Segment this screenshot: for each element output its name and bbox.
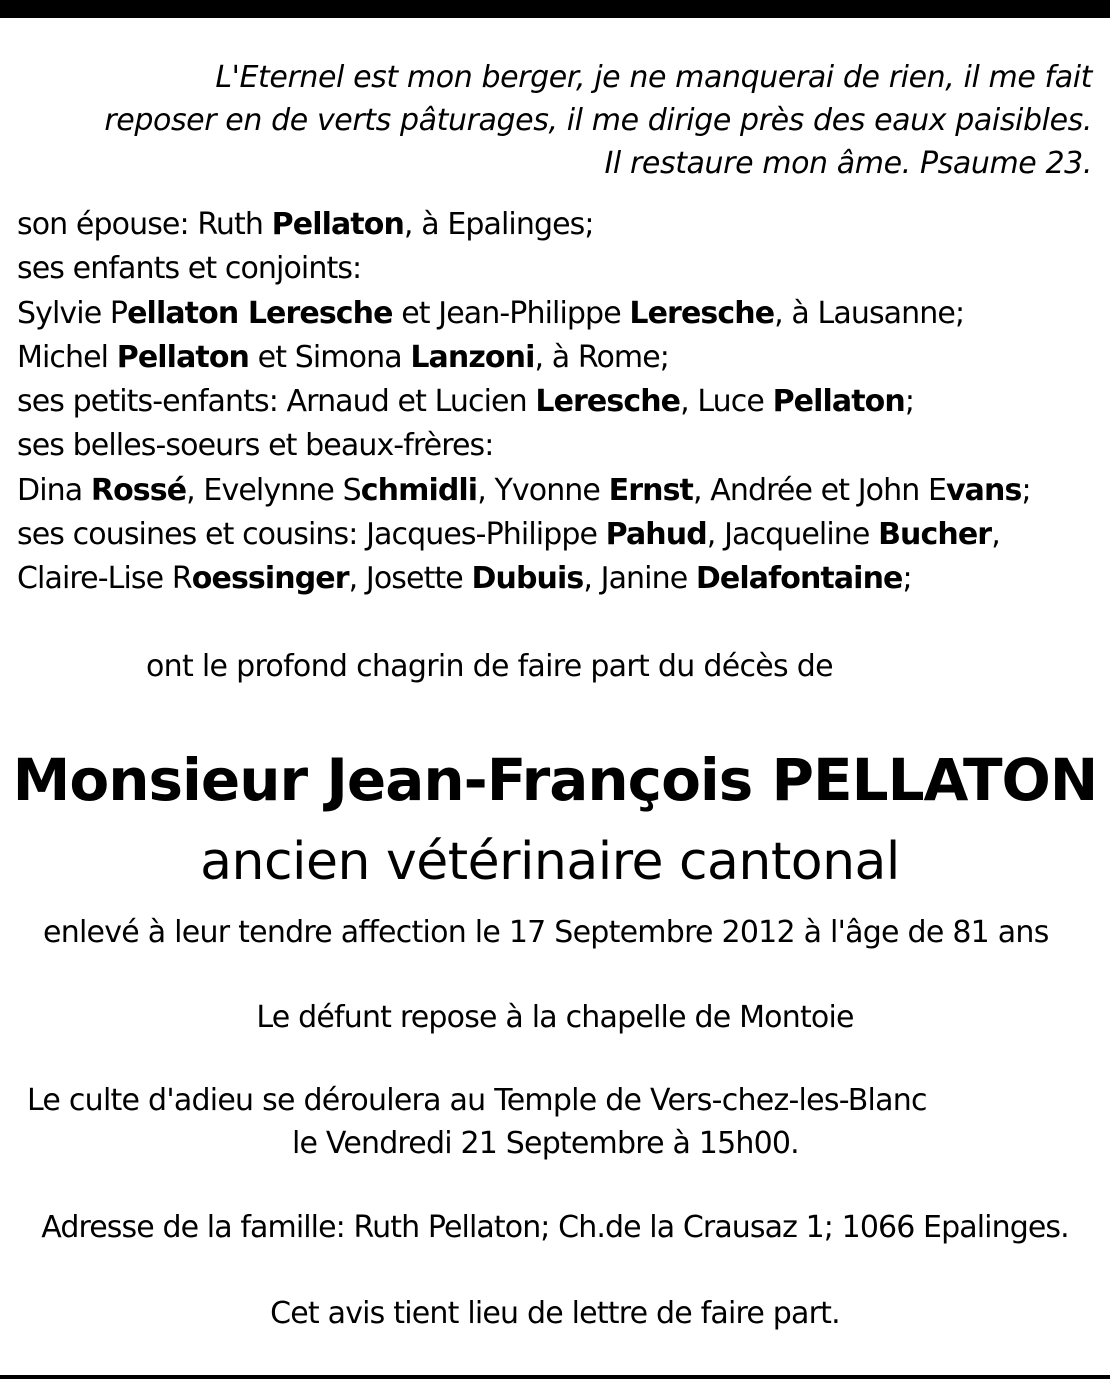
verse-line-3: Il restaure mon âme. Psaume 23. <box>604 146 1092 181</box>
notice-footer: Cet avis tient lieu de lettre de faire part. <box>270 1296 840 1331</box>
family-line <box>17 336 1102 380</box>
family-surname: Pellaton <box>116 339 250 375</box>
family-text: et Jean-Philippe <box>392 295 630 331</box>
family-text: ses cousines et cousins: Jacques-Philippe <box>17 517 606 553</box>
family-text: et Simona <box>249 339 411 375</box>
family-line <box>17 424 1102 468</box>
family-text: , à Epalinges; <box>403 207 594 242</box>
family-text: , Jacqueline <box>706 517 879 553</box>
family-surname: chmidli <box>360 472 478 508</box>
family-text: Sylvie P <box>17 295 128 331</box>
family-text: ses belles-soeurs et beaux-frères: <box>17 428 494 464</box>
family-surname: Pellaton <box>772 384 905 420</box>
death-date-line: enlevé à leur tendre affection le 17 Septembre 2012 à l'âge de 81 ans <box>43 915 1049 950</box>
family-surname: Bucher <box>878 517 992 553</box>
family-text: , <box>991 517 1000 553</box>
family-surname: Delafontaine <box>695 561 903 597</box>
family-surname: ellaton Leresche <box>127 295 393 331</box>
family-surname: vans <box>946 472 1022 508</box>
psalm-verse <box>20 56 1092 185</box>
verse-line-1: L'Eternel est mon berger, je ne manquerai de rien, il me fait <box>215 60 1092 95</box>
family-line <box>17 247 1102 291</box>
resting-place-line: Le défunt repose à la chapelle de Montoie <box>256 1000 854 1035</box>
family-surname: Pellaton <box>271 207 404 242</box>
family-text: , Yvonne <box>477 472 609 508</box>
top-border-rule <box>0 0 1110 18</box>
service-date-line: le Vendredi 21 Septembre à 15h00. <box>292 1126 799 1161</box>
family-text: Claire-Lise R <box>17 561 192 597</box>
family-text: ; <box>1021 472 1031 508</box>
family-text: , Josette <box>348 561 472 597</box>
family-surname: Pahud <box>605 517 707 553</box>
family-surname: Rossé <box>90 472 187 508</box>
family-address-line: Adresse de la famille: Ruth Pellaton; Ch.de la Crausaz 1; 1066 Epalinges. <box>41 1210 1069 1245</box>
family-text: ; <box>902 561 912 597</box>
deceased-name: Monsieur Jean-François PELLATON <box>12 746 1098 814</box>
grief-statement: ont le profond chagrin de faire part du décès de <box>146 649 833 684</box>
bottom-border-rule <box>0 1375 1110 1379</box>
family-line <box>17 380 1102 424</box>
family-text: , à Rome; <box>534 339 670 375</box>
deceased-title: ancien vétérinaire cantonal <box>200 832 900 892</box>
family-text: , Janine <box>583 561 696 597</box>
family-list <box>17 203 1102 602</box>
family-text: son épouse: Ruth <box>17 207 272 242</box>
family-text: ses petits-enfants: Arnaud et Lucien <box>17 384 536 420</box>
family-surname: Dubuis <box>471 561 584 597</box>
family-text: , Andrée et John E <box>692 472 947 508</box>
family-surname: oessinger <box>191 561 349 597</box>
service-location-line: Le culte d'adieu se déroulera au Temple de Vers-chez-les-Blanc <box>27 1083 927 1118</box>
family-line <box>17 292 1102 336</box>
family-text: , à Lausanne; <box>774 295 965 331</box>
family-surname: Ernst <box>608 472 693 508</box>
family-surname: Lanzoni <box>410 339 535 375</box>
family-surname: Leresche <box>629 295 775 331</box>
verse-line-2: reposer en de verts pâturages, il me dirige près des eaux paisibles. <box>104 103 1092 138</box>
family-text: , Evelynne S <box>186 472 361 508</box>
family-surname: Leresche <box>535 384 681 420</box>
family-text: Michel <box>17 339 117 375</box>
family-line <box>17 203 1102 247</box>
family-line <box>17 557 1102 601</box>
family-text: ses enfants et conjoints: <box>17 251 362 287</box>
family-line <box>17 513 1102 557</box>
family-text: ; <box>904 384 915 420</box>
family-text: , Luce <box>680 384 773 420</box>
family-line <box>17 469 1102 513</box>
family-text: Dina <box>17 472 91 508</box>
